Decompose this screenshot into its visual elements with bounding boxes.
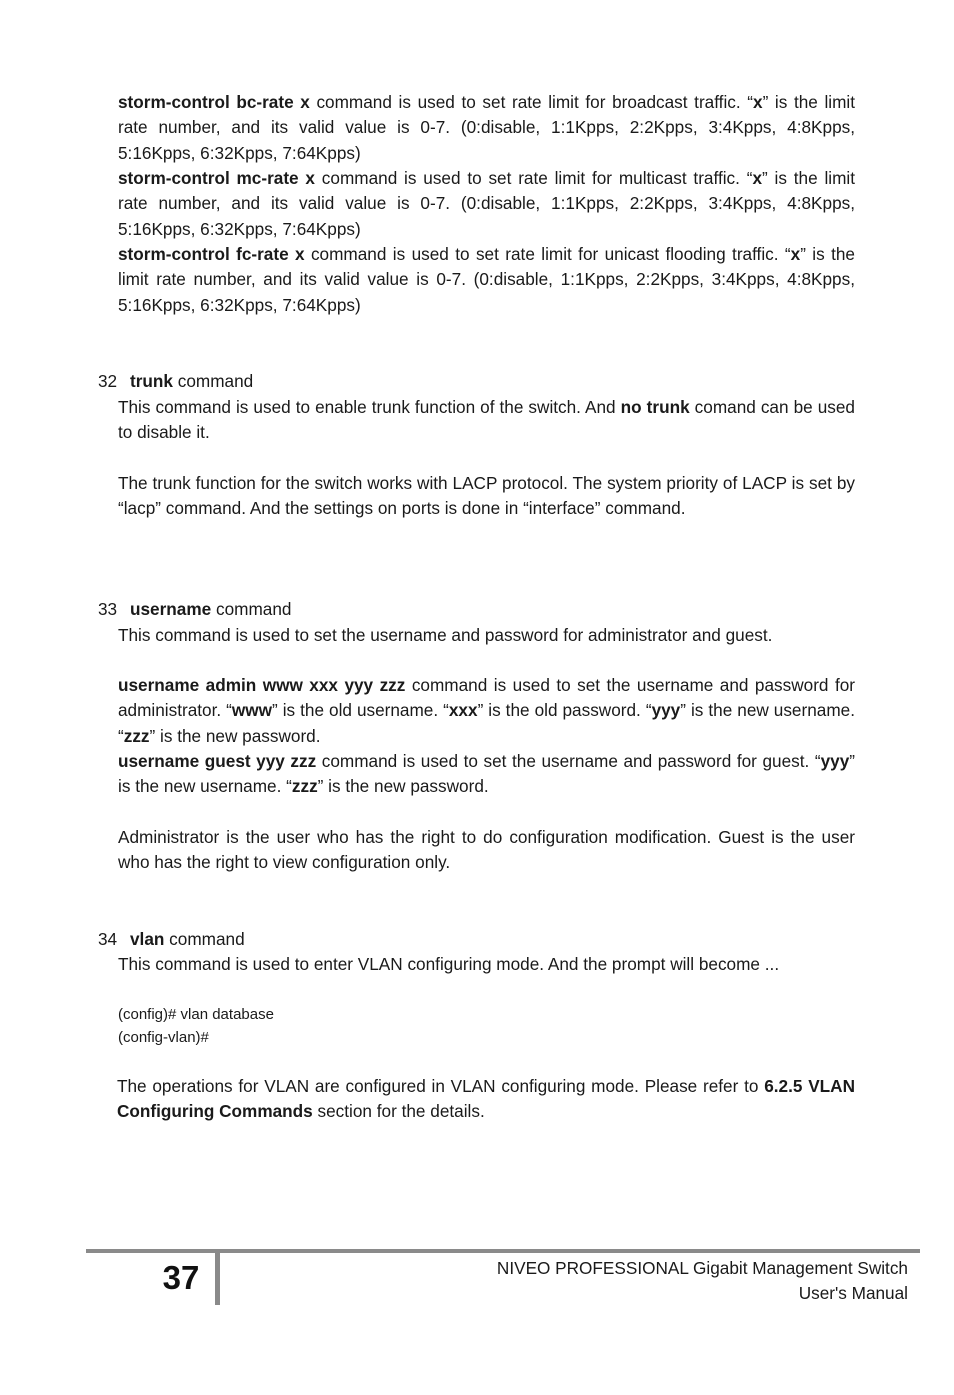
command-name: trunk (130, 371, 173, 391)
section-number: 32 (98, 371, 118, 391)
vlan-operations-paragraph (117, 1074, 855, 1125)
fc-x: x (790, 244, 801, 264)
footer-product-line: NIVEO PROFESSIONAL Gigabit Management Switch (496, 1258, 908, 1278)
vlan-prompt-line-1: (config)# vlan database (118, 1006, 274, 1023)
command-suffix: command (164, 929, 245, 949)
bc-text: command is used to set rate limit for broadcast traffic. “ (309, 92, 753, 112)
trunk-desc-text: This command is used to enable trunk function of the switch. And (118, 397, 621, 417)
fc-text-2: ” is the limit rate number, and its valid value is 0-7. (0:disable, 1:1Kpps, 2:2Kpps, 3:4Kpps, 4:8Kpps, 5:16Kpps, 6:32Kpps, 7:64Kpps) (118, 244, 855, 315)
bc-x: x (753, 92, 763, 112)
guest-zzz: zzz (291, 776, 318, 797)
admin-text: command is used to set the username and password for administrator. “ (118, 675, 856, 721)
mc-text: command is used to set rate limit for multicast traffic. “ (314, 168, 753, 188)
admin-text-2: ” is the old username. “ (272, 700, 449, 721)
admin-yyy: yyy (651, 700, 681, 721)
admin-text-5: ” is the new password. (149, 725, 321, 746)
vlan-ops-text: The operations for VLAN are configured in VLAN configuring mode. Please refer to (117, 1076, 765, 1096)
username-guest-paragraph (118, 749, 855, 800)
vlan-prompt-line-2: (config-vlan)# (118, 1029, 209, 1046)
trunk-desc-text-2: comand can be used to disable it. (118, 397, 855, 443)
section-number: 33 (98, 599, 118, 619)
guest-text-2: ” is the new username. “ (118, 751, 855, 797)
admin-command: username admin www xxx yyy zzz (118, 675, 406, 695)
footer-doc-type: User's Manual (798, 1283, 908, 1304)
command-name: username (130, 599, 212, 619)
bc-text-2: ” is the limit rate number, and its valid value is 0-7. (0:disable, 1:1Kpps, 2:2Kpps, 3:4Kpps, 4:8Kpps, 5:16Kpps, 6:32Kpps, 7:64Kpps) (118, 92, 856, 163)
no-trunk-command: no trunk (620, 397, 690, 417)
section-heading-username (98, 597, 291, 622)
mc-command: storm-control mc-rate x (118, 168, 315, 188)
trunk-lacp-paragraph: The trunk function for the switch works with LACP protocol. The system priority of LACP is set by “lacp” command. And the settings on ports is done in “interface” command. (118, 473, 855, 519)
section-heading-vlan (98, 927, 245, 952)
command-suffix: command (211, 599, 292, 619)
mc-x: x (752, 168, 763, 188)
storm-control-fc-paragraph (118, 242, 855, 318)
vlan-section-reference: 6.2.5 VLAN Configuring Commands (117, 1076, 855, 1122)
trunk-description (118, 395, 855, 446)
admin-text-4: ” is the new username. “ (118, 700, 855, 746)
username-admin-paragraph (118, 673, 855, 749)
command-suffix: command (172, 371, 254, 391)
bc-command: storm-control bc-rate x (118, 92, 310, 112)
username-roles-paragraph: Administrator is the user who has the right to do configuration modification. Guest is the user who has the right to view configuration only. (118, 827, 855, 873)
page-number: 37 (162, 1259, 200, 1296)
guest-text-3: ” is the new password. (317, 776, 489, 797)
command-name: vlan (130, 929, 165, 949)
admin-www: www (231, 700, 272, 721)
storm-control-bc-paragraph (118, 90, 855, 166)
footer-title (497, 1256, 908, 1307)
username-description: This command is used to set the username and password for administrator and guest. (118, 625, 773, 645)
vlan-ops-text-2: section for the details. (312, 1101, 485, 1122)
footer-divider (86, 1249, 920, 1253)
section-heading-trunk (98, 369, 253, 394)
guest-command: username guest yyy zzz (118, 751, 317, 771)
mc-text-2: ” is the limit rate number, and its valid value is 0-7. (0:disable, 1:1Kpps, 2:2Kpps, 3:4Kpps, 4:8Kpps, 5:16Kpps, 6:32Kpps, 7:64Kpps) (118, 168, 855, 239)
guest-text: command is used to set the username and password for guest. “ (316, 751, 821, 771)
admin-text-3: ” is the old password. “ (477, 700, 652, 721)
section-number: 34 (98, 929, 118, 949)
guest-yyy: yyy (820, 751, 850, 771)
footer-vertical-bar (215, 1253, 220, 1305)
storm-control-mc-paragraph (118, 166, 855, 242)
fc-text: command is used to set rate limit for unicast flooding traffic. “ (304, 244, 791, 264)
vlan-description: This command is used to enter VLAN configuring mode. And the prompt will become ... (118, 954, 780, 974)
fc-command: storm-control fc-rate x (118, 244, 305, 264)
admin-zzz: zzz (123, 725, 150, 746)
admin-xxx: xxx (448, 700, 478, 721)
